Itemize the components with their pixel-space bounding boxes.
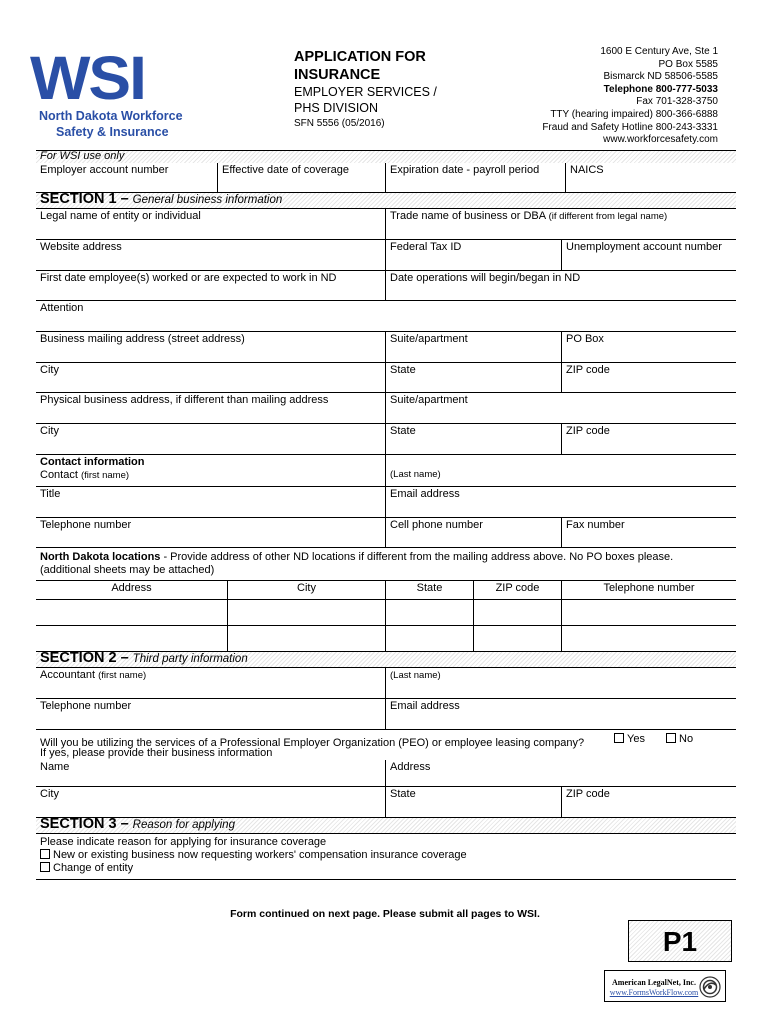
address-telephone: Telephone 800-777-5033 [603,83,718,95]
naics-field[interactable]: NAICS [570,164,604,176]
peo-if-yes: If yes, please provide their business information [40,747,273,759]
effective-date-field[interactable]: Effective date of coverage [218,163,386,192]
physical-address-field[interactable]: Physical business address, if different than mailing address [36,393,386,423]
physical-state-field[interactable]: State [386,424,562,454]
peo-question: Will you be utilizing the services of a Professional Employer Organization (PEO) or employee leasing company? [40,737,585,749]
logo-wordmark: WSI [30,43,145,113]
accountant-first-name-field[interactable]: Accountant (first name) [36,668,386,698]
section3-title: SECTION 3 – [40,816,129,832]
locations-header-state: State [386,581,474,599]
section2-title: SECTION 2 – [40,650,129,666]
division-line1: EMPLOYER SERVICES / [294,85,437,99]
reason-option-new[interactable]: New or existing business now requesting workers' compensation insurance coverage [36,849,736,862]
accountant-telephone-field[interactable]: Telephone number [36,699,386,729]
agency-address [542,46,718,147]
address-hotline: Fraud and Safety Hotline 800-243-3331 [542,121,718,133]
logo-line2: Safety & Insurance [56,125,169,139]
telephone-field[interactable]: Telephone number [36,518,386,547]
division-line2: PHS DIVISION [294,101,379,115]
physical-address-row [36,393,736,424]
first-date-row [36,271,736,301]
wsi-use-row [36,163,736,193]
contact-last-name-field[interactable]: (Last name) [390,469,441,480]
physical-zip-field[interactable]: ZIP code [566,425,610,437]
logo-line1: North Dakota Workforce [39,109,183,123]
wsi-logo [30,43,200,148]
email-field[interactable]: Email address [390,488,460,500]
accountant-contact-row [36,699,736,730]
contact-row [36,455,736,487]
city-field[interactable]: City [36,363,386,392]
nd-locations-label: North Dakota locations [40,551,161,563]
address-line3: Bismarck ND 58506-5585 [603,71,718,83]
legalnet-logo-icon [699,976,721,998]
website-row [36,240,736,271]
application-form [36,150,736,880]
peo-yes-option[interactable]: Yes [614,733,645,745]
locations-header-city: City [228,581,386,599]
cell-phone-field[interactable]: Cell phone number [386,518,562,547]
website-field[interactable]: Website address [36,240,386,270]
section3-header [36,818,736,834]
locations-header-row [36,581,736,600]
location-zip-input[interactable] [474,626,562,651]
location-city-input[interactable] [228,600,386,625]
peo-no-option[interactable]: No [666,733,693,745]
accountant-row [36,668,736,699]
federal-tax-field[interactable]: Federal Tax ID [386,240,562,270]
peo-address-field[interactable]: Address [390,761,431,773]
peo-city-row [36,787,736,818]
form-number: SFN 5556 (05/2016) [294,118,385,129]
additional-sheets-note: (additional sheets may be attached) [40,564,215,576]
form-title-line2: INSURANCE [294,67,381,83]
employer-account-field[interactable]: Employer account number [36,163,218,192]
locations-header-address: Address [36,581,228,599]
legalnet-link[interactable]: www.FormsWorkFlow.com [609,988,699,997]
locations-row [36,626,736,652]
legalnet-badge [604,970,726,1002]
reason-change-checkbox[interactable] [40,862,50,872]
peo-name-row [36,760,736,787]
location-state-input[interactable] [386,600,474,625]
address-fax: Fax 701-328-3750 [636,96,718,108]
locations-header-telephone: Telephone number [603,582,695,594]
locations-header-zip: ZIP code [474,581,562,599]
section3-subtitle: Reason for applying [132,819,235,831]
po-box-field[interactable]: PO Box [566,333,604,345]
physical-city-row [36,424,736,455]
section2-header [36,652,736,668]
title-field[interactable]: Title [36,487,386,517]
location-address-input[interactable] [36,600,228,625]
operations-date-field[interactable]: Date operations will begin/began in ND [390,272,581,284]
accountant-email-field[interactable]: Email address [390,700,460,712]
contact-info-header: Contact information [40,456,145,468]
location-telephone-input[interactable] [562,600,736,625]
locations-row [36,600,736,626]
location-zip-input[interactable] [474,600,562,625]
legalnet-name: American LegalNet, Inc. [612,978,696,987]
nd-locations-intro [36,548,736,580]
contact-first-name-field[interactable]: Contact information Contact (first name) [36,455,386,486]
form-title-line1: APPLICATION FOR [294,49,426,65]
nd-locations-table [36,580,736,652]
legal-name-field[interactable]: Legal name of entity or individual [36,209,386,239]
suite-field[interactable]: Suite/apartment [386,332,562,362]
section1-subtitle: General business information [132,194,283,206]
mailing-city-row [36,363,736,393]
form-title-block [294,48,494,129]
physical-city-field[interactable]: City [36,424,386,454]
section2-subtitle: Third party information [132,653,248,665]
mailing-address-field[interactable]: Business mailing address (street address) [36,332,386,362]
location-state-input[interactable] [386,626,474,651]
address-tty: TTY (hearing impaired) 800-366-6888 [550,108,718,120]
legal-name-row [36,209,736,240]
address-line1: 1600 E Century Ave, Ste 1 [600,46,718,57]
reason-new-checkbox[interactable] [40,849,50,859]
reason-option-change[interactable]: Change of entity [36,862,736,875]
attention-row [36,301,736,332]
location-telephone-input[interactable] [562,626,736,651]
attention-field[interactable]: Attention [40,302,84,314]
section1-title: SECTION 1 – [40,191,129,207]
phone-row [36,518,736,548]
state-field[interactable]: State [386,363,562,392]
peo-no-checkbox[interactable] [666,733,676,743]
accountant-last-name-field[interactable]: (Last name) [390,670,441,681]
peo-zip-field[interactable]: ZIP code [566,788,610,800]
continued-note: Form continued on next page. Please submit all pages to WSI. [230,908,540,920]
address-website: www.workforcesafety.com [603,134,718,146]
peo-yes-checkbox[interactable] [614,733,624,743]
first-date-field[interactable]: First date employee(s) worked or are expected to work in ND [36,271,386,300]
expiration-date-field[interactable]: Expiration date - payroll period [386,163,566,192]
trade-name-field[interactable]: Trade name of business or DBA (if different from legal name) [390,210,668,222]
mailing-address-row [36,332,736,363]
unemployment-field[interactable]: Unemployment account number [566,241,722,253]
wsi-use-header [36,151,736,163]
peo-question-row [36,730,736,747]
physical-suite-field[interactable]: Suite/apartment [390,394,468,406]
title-row [36,487,736,518]
peo-state-field[interactable]: State [386,787,562,817]
location-city-input[interactable] [228,626,386,651]
reason-instruction: Please indicate reason for applying for insurance coverage [40,836,327,848]
fax-field[interactable]: Fax number [566,519,625,531]
wsi-use-label: For WSI use only [40,150,125,162]
page-number: P1 [628,920,732,962]
peo-city-field[interactable]: City [36,787,386,817]
nd-locations-text: - Provide address of other ND locations if different from the mailing address above. No PO boxes please. [160,551,674,563]
section3-body [36,834,736,880]
location-address-input[interactable] [36,626,228,651]
peo-name-field[interactable]: Name [36,760,386,786]
zip-field[interactable]: ZIP code [566,364,610,376]
address-line2: PO Box 5585 [658,58,718,70]
section1-header [36,193,736,209]
